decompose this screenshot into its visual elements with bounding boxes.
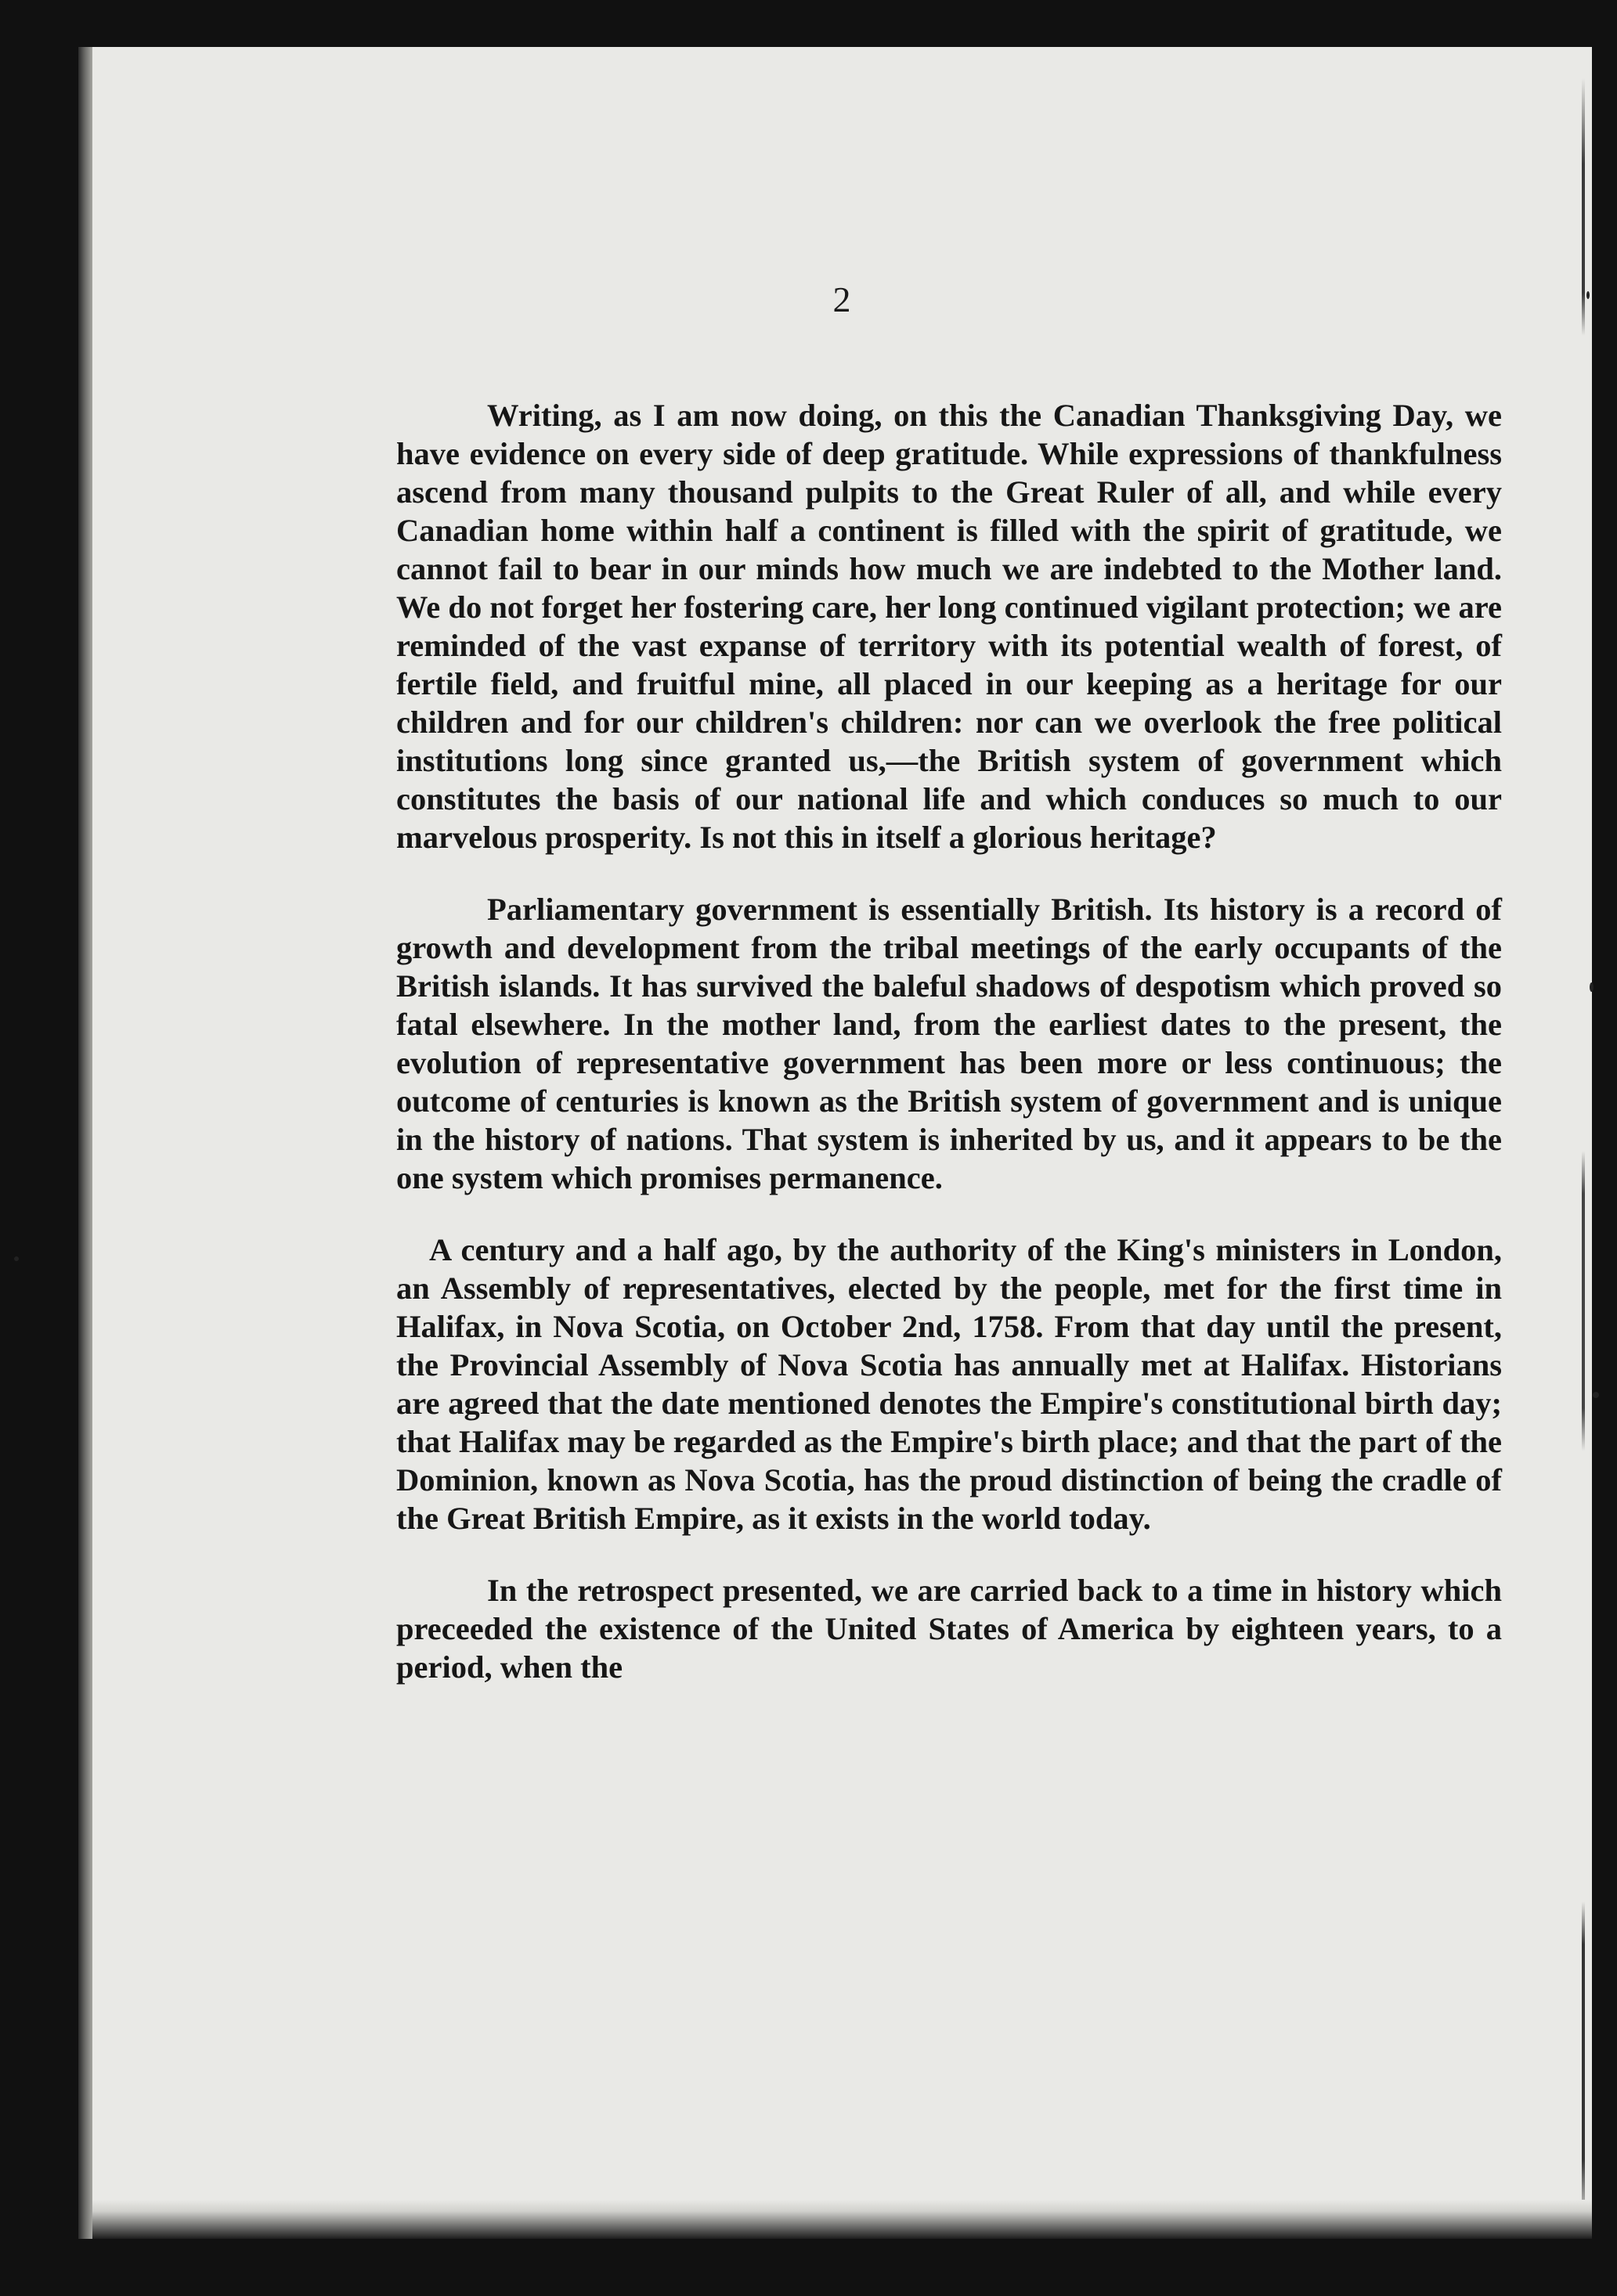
paragraph-halifax-assembly: A century and a half ago, by the authority of the King's ministers in London, an Assembly of representatives, elected by the people, met for the first time in Halifax, in Nova Scotia, on October 2nd, 1758. From that day until the present, the Provincial Assembly of Nova Scotia has annually met at Halifax. Historians are agreed that the date mentioned denotes the Empire's constitutional birth day; that Halifax may be regarded as the Empire's birth place; and that the part of the Dominion, known as Nova Scotia, has the proud distinction of being the cradle of the Great British Empire, as it exists in the world today. xyxy=(396,1232,1502,1536)
paragraph-thanksgiving: Writing, as I am now doing, on this the Canadian Thanksgiving Day, we have evidence on every side of deep gratitude. While expressions of thankfulness ascend from many thousand pulpits to the Great Ruler of all, and while every Canadian home within half a continent is filled with the spirit of gratitude, we cannot fail to bear in our minds how much we are indebted to the Mother land. We do not forget her fostering care, her long continued vigilant protection; we are reminded of the vast expanse of territory with its potential wealth of forest, of fertile field, and fruitful mine, all placed in our keeping as a heritage for our children and for our children's children: nor can we overlook the free political institutions long since granted us,—the British system of government which constitutes the basis of our national life and which conduces so much to our marvelous prosperity. Is not this in itself a glorious heritage? xyxy=(396,398,1502,855)
scan-speck xyxy=(1593,1392,1599,1398)
scan-right-edge xyxy=(1582,78,1585,2223)
scan-bottom-edge xyxy=(92,2200,1592,2239)
paragraph-parliamentary-government: Parliamentary government is essentially British. Its history is a record of growth and development from the tribal meetings of the early occupants of the British islands. It has survived the baleful shadows of despotism which proved so fatal elsewhere. In the mother land, from the earliest dates to the present, the evolution of representative government has been more or less continuous; the outcome of centuries is known as the British system of government and is unique in the history of nations. That system is inherited by us, and it appears to be the one system which promises permanence. xyxy=(396,892,1502,1195)
scan-speck xyxy=(1590,982,1594,992)
page-number: 2 xyxy=(832,279,852,319)
scan-speck xyxy=(1586,291,1590,299)
scan-speck xyxy=(14,1256,19,1261)
paragraph-retrospect: In the retrospect presented, we are carried back to a time in history which preceeded the existence of the United States of America by eighteen years, to a period, when the xyxy=(396,1573,1502,1685)
body-text xyxy=(396,396,1502,1720)
document-page xyxy=(92,47,1592,2239)
